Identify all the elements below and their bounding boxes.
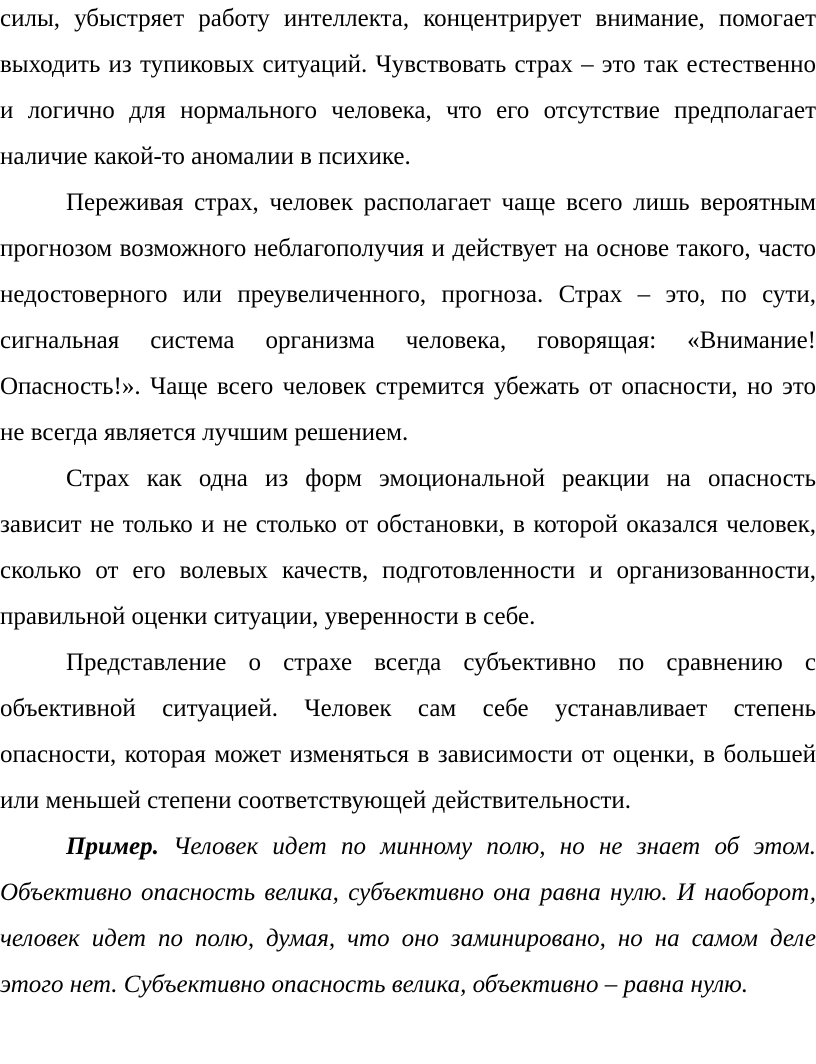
example-paragraph bbox=[0, 824, 816, 1008]
example-lead: Пример. bbox=[66, 833, 159, 860]
paragraph-3: Страх как одна из форм эмоциональной реакции на опасность зависит не только и не столько от обстановки, в которой оказался человек, сколько от его волевых качеств, подготовленности и организованности, правильной оценки ситуации, уверенности в себе. bbox=[0, 465, 816, 630]
paragraph-4: Представление о страхе всегда субъективно по сравнению с объективной ситуацией. Человек сам себе устанавливает степень опасности, которая может изменяться в зависимости от оценки, в большей или меньшей степени соответствующей действительности. bbox=[0, 649, 816, 814]
paragraph-1: силы, убыстряет работу интеллекта, концентрирует внимание, помогает выходить из тупиковых ситуаций. Чувствовать страх – это так естественно и логично для нормального человека, что его отсутствие предполагает наличие какой-то аномалии в психике. bbox=[0, 5, 816, 170]
paragraph-2: Переживая страх, человек располагает чаще всего лишь вероятным прогнозом возможного неблагополучия и действует на основе такого, часто недостоверного или преувеличенного, прогноза. Страх – это, по сути, сигнальная система организма человека, говорящая: «Внимание! Опасность!». Чаще всего человек стремится убежать от опасности, но это не всегда является лучшим решением. bbox=[0, 189, 816, 446]
example-text: Человек идет по минному полю, но не знает об этом. Объективно опасность велика, субъективно она равна нулю. И наоборот, человек идет по полю, думая, что оно заминировано, но на самом деле этого нет. Субъективно опасность велика, объективно – равна нулю. bbox=[0, 833, 816, 998]
